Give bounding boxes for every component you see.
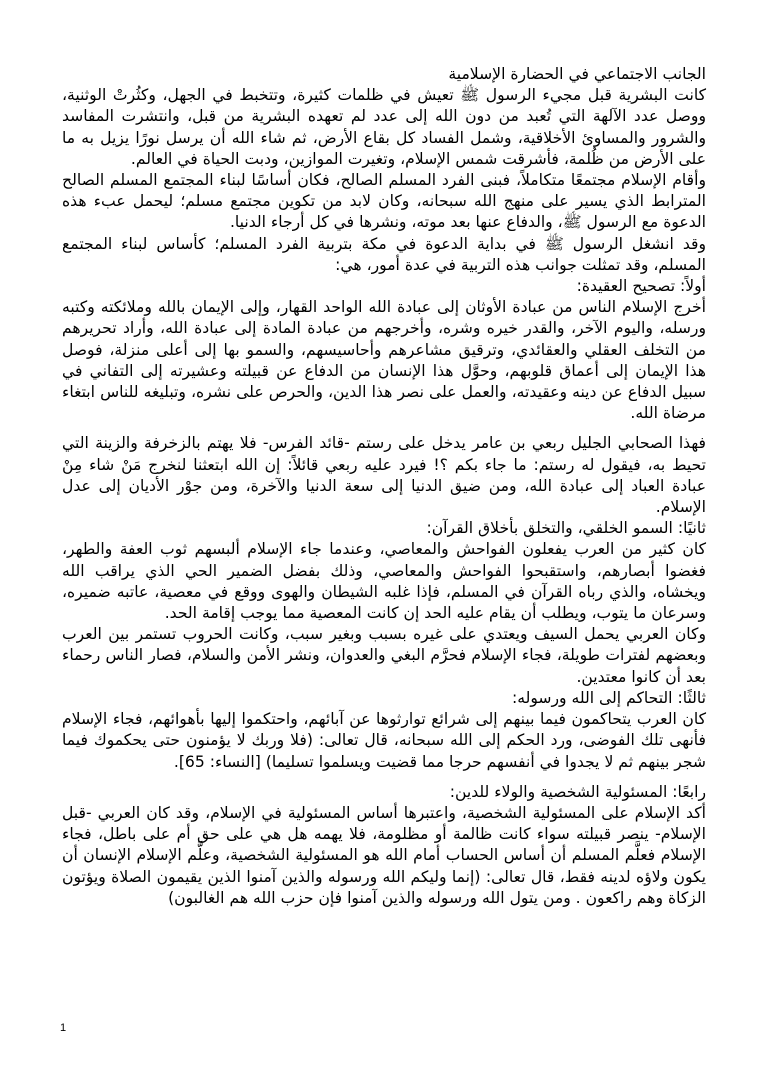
paragraph-responsibility: أكد الإسلام على المسئولية الشخصية، واعتبرها أساس المسئولية في الإسلام، وقد كان العربي -قبل الإسلام- ينصر قبيلته سواء كانت ظالمة أو مظلومة، فلا يهمه هل هي على حق أم على باطل، فجاء الإسلام فعلَّم المسلم أن أساس الحساب أمام الله هو المسئولية الشخصية، وعلَّم الإسلام الإنسان أن يكون ولاؤه لدينه فقط، قال تعالى: (إنما وليكم الله ورسوله والذين آمنوا الذين يقيمون الصلاة ويؤتون الزكاة وهم راكعون . ومن يتول الله ورسوله والذين آمنوا فإن حزب الله هم الغالبون) (62, 803, 706, 907)
paragraph-creed: أخرج الإسلام الناس من عبادة الأوثان إلى عبادة الله الواحد القهار، وإلى الإيمان بالله وملائكته وكتبه ورسله، واليوم الآخر، والقدر خيره وشره، وأخرجهم من عبادة المادة إلى عبادة الله، وأراد تحريرهم من التخلف العقلي والعقائدي، وترقيق مشاعرهم وأحاسيسهم، والسمو بها إلى أعلى منزلة، فوصل هذا الإيمان إلى أعماق قلوبهم، وحوَّل هذا الإنسان من الدفاع عن قبيلته وعشيرته إلى التفاني في سبيل الدفاع عن دينه وعقيدته، والعمل على نصر هذا الدين، والحرص على نشره، وتبليغه للناس ابتغاء مرضاة الله. (62, 298, 706, 423)
paragraph-judgment: كان العرب يتحاكمون فيما بينهم إلى شرائع توارثوها عن آبائهم، واحتكموا إليها بأهوائهم، فجاء الإسلام فأنهى تلك الفوضى، ورد الحكم إلى الله سبحانه، قال تعالى: (فلا وربك لا يؤمنون حتى يحكموك فيما شجر بينهم ثم لا يجدوا في أنفسهم حرجا مما قضيت ويسلموا تسليما) [النساء: 65]. (62, 710, 706, 771)
paragraph-ribi: فهذا الصحابي الجليل ربعي بن عامر يدخل على رستم -قائد الفرس- فلا يهتم بالزخرفة والزينة التي تحيط به، فيقول له رستم: ما جاء بكم ؟! فيرد عليه ربعي قائلاً: إن الله ابتعثنا لنخرج مَنْ شاء مِنْ عبادة العباد إلى عبادة الله، ومن ضيق الدنيا إلى سعة الدنيا والآخرة، ومن جوْر الأديان إلى عدل الإسلام. (62, 434, 706, 517)
heading-fourth: رابعًا: المسئولية الشخصية والولاء للدين: (449, 782, 706, 801)
paragraph-upbringing: وقد انشغل الرسول ﷺ في بداية الدعوة في مكة بتربية الفرد المسلم؛ كأساس لبناء المجتمع المسلم، وقد تمثلت جوانب هذه التربية في عدة أمور، هي: (62, 234, 706, 274)
heading-first: أولاً: تصحيح العقيدة: (576, 277, 706, 296)
heading-second: ثانيًا: السمو الخلقي، والتخلق بأخلاق القرآن: (426, 519, 706, 538)
spacer (62, 424, 706, 433)
paragraph-morals: كان كثير من العرب يفعلون الفواحش والمعاصي، وعندما جاء الإسلام ألبسهم ثوب العفة والطهر، فغضوا أبصارهم، واستقبحوا الفواحش والمعاصي، وذلك بفضل الضمير الحي الذي يراقب الله ويخشاه، والذي رباه القرآن في المسلم، فإذا غلبه الشيطان والهوى ووقع في معصية، عاتبه ضميره، وسرعان ما يتوب، ويطلب أن يقام عليه الحد إن كانت المعصية مما يوجب إقامة الحد. (62, 540, 706, 623)
page-number: 1 (60, 1022, 67, 1034)
document-body (62, 64, 706, 909)
paragraph-peace: وكان العربي يحمل السيف ويعتدي على غيره بسبب وبغير سبب، وكانت الحروب تستمر بين العرب وبعضهم لفترات طويلة، فجاء الإسلام فحرَّم البغي والعدوان، ونشر الأمن والسلام، فصار الناس رحماء بعد أن كانوا معتدين. (62, 625, 706, 686)
heading-third: ثالثًا: التحاكم إلى الله ورسوله: (511, 688, 706, 707)
paragraph-society: وأقام الإسلام مجتمعًا متكاملاً، فبنى الفرد المسلم الصالح، فكان أساسًا لبناء المجتمع المسلم الصالح المترابط الذي يسير على منهج الله سبحانه، وكان لابد من تكوين مجتمع مسلم؛ ليحمل عبء هذه الدعوة مع الرسول ﷺ، والدفاع عنها بعد موته، ونشرها في كل أرجاء الدنيا. (62, 171, 706, 232)
document-title: الجانب الاجتماعي في الحضارة الإسلامية (448, 65, 706, 83)
paragraph-intro: كانت البشرية قبل مجيء الرسول ﷺ تعيش في ظلمات كثيرة، وتتخبط في الجهل، وكثُرتْ الوثنية، ووصل عدد الآلهة التي تُعبد من دون الله إلى عدد لم تعهده البشرية من قبل، وانتشرت المفاسد والشرور والمساوئ الأخلاقية، وشمل الفساد كل بقاع الأرض، ثم شاء الله أن يرسل نورًا يزيل به ما على الأرض من ظُلمة، فأشرقت شمس الإسلام، وتغيرت الموازين، ودبت الحياة في العالم. (62, 86, 706, 168)
spacer (62, 773, 706, 782)
